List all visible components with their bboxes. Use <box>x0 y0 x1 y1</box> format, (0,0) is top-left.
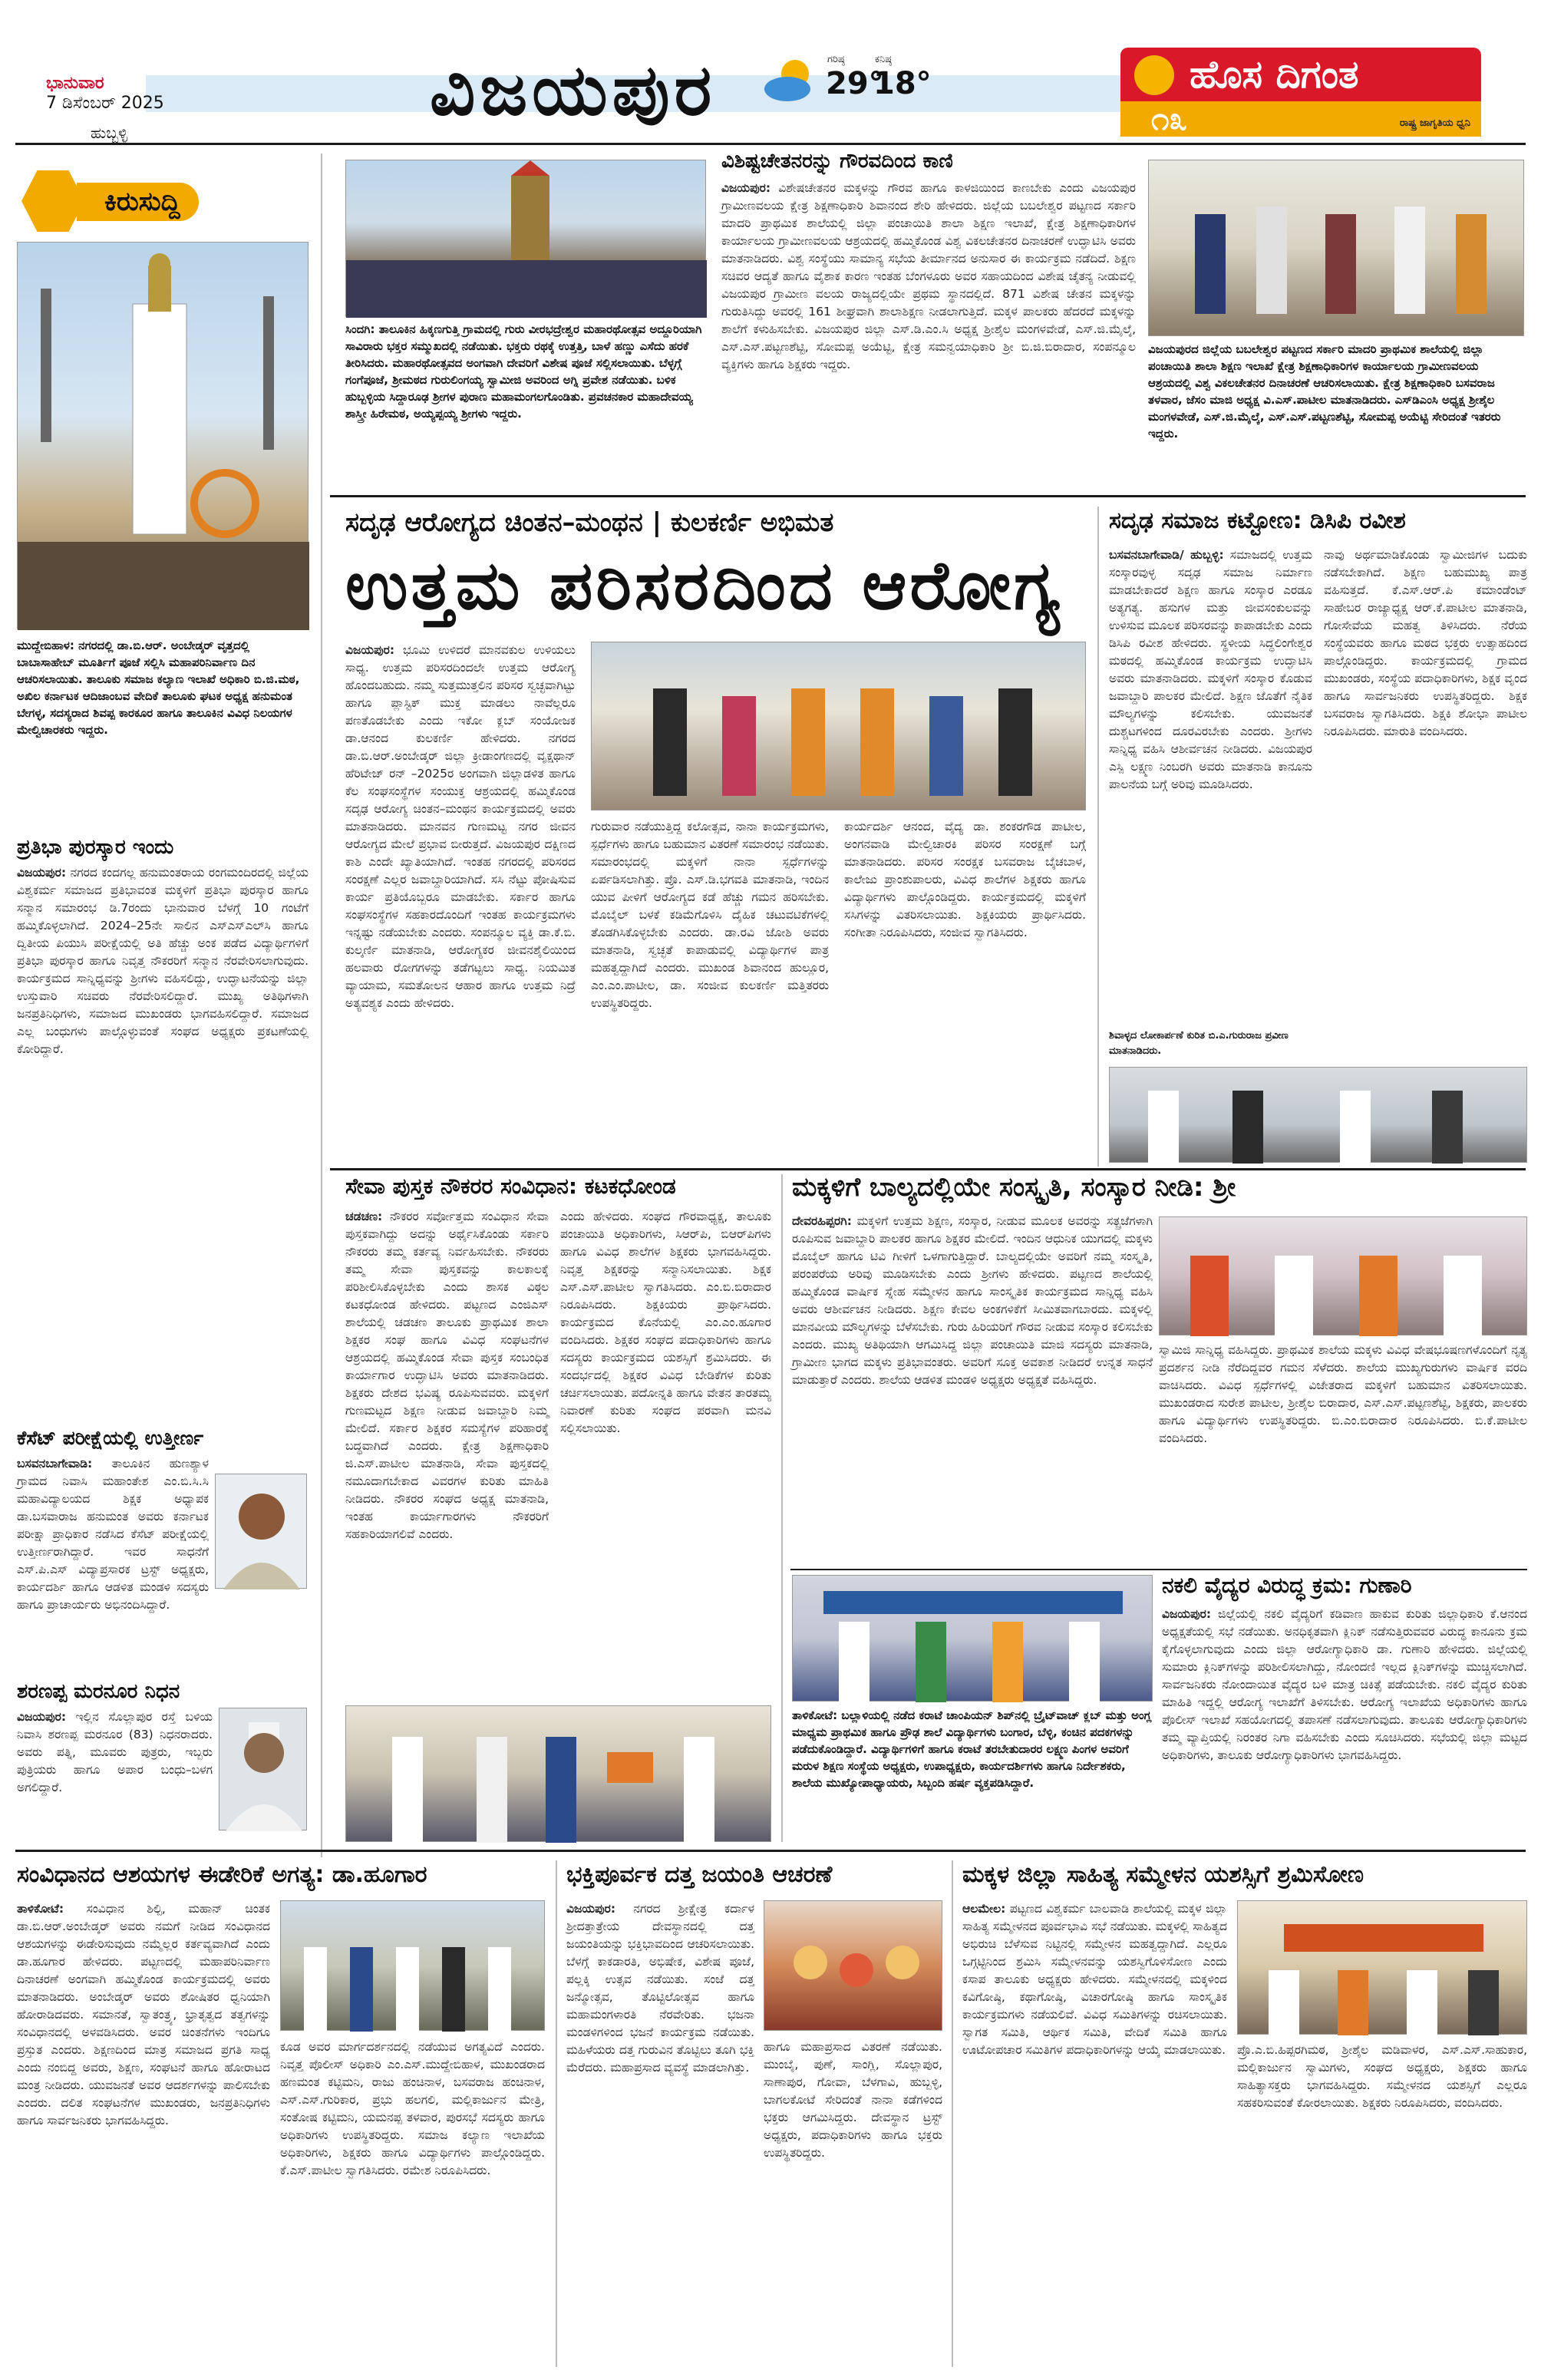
samvidhana-body-1-text: ಸಂವಿಧಾನ ಶಿಲ್ಪಿ, ಮಹಾನ್ ಚಿಂತಕ ಡಾ.ಬಿ.ಆರ್.ಅಂಬೇಡ್ಕರ್ ಅವರು ನಮಗೆ ನೀಡಿದ ಸಂವಿಧಾನದ ಆಶಯಗಳನ್ನು ಈಡೇರಿಸುವುದು ನಮ್ಮೆಲ್ಲರ ಕರ್ತವ್ಯವಾಗಿದೆ ಎಂದು ಡಾ.ಹೂಗಾರ ಹೇಳಿದರು. ಪಟ್ಟಣದಲ್ಲಿ ಮಹಾಪರಿನಿರ್ವಾಣ ದಿನಾಚರಣೆ ಅಂಗವಾಗಿ ಹಮ್ಮಿಕೊಂಡ ಕಾರ್ಯಕ್ರಮದಲ್ಲಿ ಅವರು ಮಾತನಾಡಿದರು. ಅಂಬೇಡ್ಕರ್ ಅವರು ಶೋಷಿತರ ಧ್ವನಿಯಾಗಿ ಹೋರಾಡಿದವರು. ಸಮಾನತೆ, ಸ್ವಾತಂತ್ರ್ಯ, ಭ್ರಾತೃತ್ವದ ತತ್ವಗಳನ್ನು ಸಂವಿಧಾನದಲ್ಲಿ ಅಳವಡಿಸಿದರು. ಅವರ ಚಿಂತನೆಗಳು ಇಂದಿಗೂ ಪ್ರಸ್ತುತ ಎಂದರು. ಶಿಕ್ಷಣದಿಂದ ಮಾತ್ರ ಸಮಾಜದ ಪ್ರಗತಿ ಸಾಧ್ಯ ಎಂದು ನಂಬಿದ್ದ ಅವರು, ಶಿಕ್ಷಣ, ಸಂಘಟನೆ ಹಾಗೂ ಹೋರಾಟದ ಮಂತ್ರ ನೀಡಿದರು. ಯುವಜನತೆ ಅವರ ಆದರ್ಶಗಳನ್ನು ಪಾಲಿಸಬೇಕು ಎಂದರು. ದಲಿತ ಸಂಘಟನೆಗಳ ಮುಖಂಡರು, ಜನಪ್ರತಿನಿಧಿಗಳು ಹಾಗೂ ಸಾರ್ವಜನಿಕರು ಭಾಗವಹಿಸಿದ್ದರು. <box>17 1902 270 2127</box>
sahitya-dateline: ಆಲಮೇಲ: <box>962 1902 1006 1916</box>
city-title: ವಿಜಯಪುರ <box>430 49 717 131</box>
samskara-body-2: ಸ್ವಾಮಿಜಿ ಸಾನ್ನಿಧ್ಯ ವಹಿಸಿದ್ದರು. ಪ್ರಾಥಮಿಕ ಶಾಲೆಯ ಮಕ್ಕಳು ವಿವಿಧ ವೇಷಭೂಷಣಗಳೊಂದಿಗೆ ನೃತ್ಯ ಪ್ರದರ್ಶನ ನೀಡಿ ನೆರೆದಿದ್ದವರ ಗಮನ ಸೆಳೆದರು. ಶಾಲೆಯ ಮುಖ್ಯಗುರುಗಳು ವಾರ್ಷಿಕ ವರದಿ ವಾಚಿಸಿದರು. ವಿವಿಧ ಸ್ಪರ್ಧೆಗಳಲ್ಲಿ ವಿಜೇತರಾದ ಮಕ್ಕಳಿಗೆ ಬಹುಮಾನ ವಿತರಿಸಲಾಯಿತು. ಮುಖಂಡರಾದ ಸುರೇಶ ಪಾಟೀಲ, ಶ್ರೀಶೈಲ ಬಿರಾದಾರ, ಎಸ್.ಎಸ್.ಪಟ್ಟಣಶೆಟ್ಟಿ, ಶಿಕ್ಷಕರು, ಪಾಲಕರು ಹಾಗೂ ವಿದ್ಯಾರ್ಥಿಗಳು ಉಪಸ್ಥಿತರಿದ್ದರು. ಬಿ.ಎಂ.ಬಿರಾದಾರ ನಿರೂಪಿಸಿದರು. ಬಿ.ಕೆ.ಪಾಟೀಲ ವಂದಿಸಿದರು. <box>1159 1343 1527 1445</box>
sadrudha-body-2: ನಾವು ಅರ್ಥಮಾಡಿಕೊಂಡು ಸ್ವಾಮೀಜಿಗಳ ಬದುಕು ನಡೆಸಬೇಕಾಗಿದೆ. ಶಿಕ್ಷಣ ಬಹುಮುಖ್ಯ ಪಾತ್ರ ವಹಿಸುತ್ತದೆ. ಕೆ.ಎಸ್.ಆರ್.ಪಿ ಕಮಾಂಡೆಂಟ್ ಸಾಹೇಬರ ರಾಜ್ಯಾಧ್ಯಕ್ಷ ಆರ್.ಕೆ.ಪಾಟೀಲ ಮಾತನಾಡಿ, ಗೋಸೇವೆಯ ಮಹತ್ವ ತಿಳಿಸಿದರು. ನೆರೆಯ ಸಂಸ್ಥೆಯವರು ಹಾಗೂ ಮಠದ ಭಕ್ತರು ಉತ್ಸಾಹದಿಂದ ಪಾಲ್ಗೊಂಡಿದ್ದರು. ಕಾರ್ಯಕ್ರಮದಲ್ಲಿ ಗ್ರಾಮದ ಮುಖಂಡರು, ಸಂಸ್ಥೆಯ ಪದಾಧಿಕಾರಿಗಳು, ಶಿಕ್ಷಕ ವೃಂದ ಹಾಗೂ ಸಾರ್ವಜನಿಕರು ಉಪಸ್ಥಿತರಿದ್ದರು. ಶಿಕ್ಷಕ ಬಸವರಾಜ ಸ್ವಾಗತಿಸಿದರು. ಶಿಕ್ಷಕಿ ಶೋಭಾ ಪಾಟೀಲ ನಿರೂಪಿಸಿದರು. ಮಾರುತಿ ವಂದಿಸಿದರು. <box>1324 548 1527 738</box>
disability-day-photo <box>1148 160 1524 336</box>
samskara-dateline: ದೇವರಹಿಪ್ಪರಗಿ: <box>792 1214 852 1228</box>
max-temp: 29° <box>826 66 884 101</box>
sadrudha-story-title: ಸದೃಢ ಸಮಾಜ ಕಟ್ಟೋಣ: ಡಿಸಿಪಿ ರವೀಶ <box>1109 507 1406 534</box>
vishishta-story-title: ವಿಶಿಷ್ಟಚೇತನರನ್ನು ಗೌರವದಿಂದ ಕಾಣಿ <box>721 150 953 173</box>
vishishta-story-body <box>721 180 1136 483</box>
fake-doctor-story-body <box>1162 1606 1527 1840</box>
kset-story-body-1 <box>17 1455 209 1612</box>
kset-body-text: ತಾಲೂಕಿನ ಹುಣಶ್ಯಾಳ ಗ್ರಾಮದ ನಿವಾಸಿ ಮಹಾಂತೇಶ ಎಂ.ಬಿ.ಸಿ.ಸಿ ಮಹಾವಿದ್ಯಾಲಯದ ಶಿಕ್ಷಕ ಅಧ್ಯಾಪಕ ಡಾ.ಬಸವಾರಾಜ ಹನುಮಂತ ಅವರು ಕರ್ನಾಟಕ ಪರೀಕ್ಷಾ ಪ್ರಾಧಿಕಾರ ನಡೆಸಿದ ಕೆಸೆಟ್ ಪರೀಕ್ಷೆಯಲ್ಲಿ ಉತ್ತೀರ್ಣರಾಗಿದ್ದಾರೆ. ಇವರ ಸಾಧನೆಗೆ ಎಸ್.ಪಿ.ಎಸ್ ವಿದ್ಯಾಪ್ರಸಾರಕ ಟ್ರಸ್ಟ್ ಅಧ್ಯಕ್ಷರು, ಕಾರ್ಯದರ್ಶಿ ಹಾಗೂ ಆಡಳಿತ ಮಂಡಳಿ ಸದಸ್ಯರು ಹಾಗೂ ಪ್ರಾಚಾರ್ಯರು ಅಭಿನಂದಿಸಿದ್ದಾರೆ. <box>17 1457 209 1612</box>
date-box <box>46 74 164 143</box>
ambedkar-photo-caption: ಮುದ್ದೇಬಿಹಾಳ: ನಗರದಲ್ಲಿ ಡಾ.ಬಿ.ಆರ್. ಅಂಬೇಡ್ಕರ್ ವೃತ್ತದಲ್ಲಿ ಬಾಬಾಸಾಹೇಬ್ ಮೂರ್ತಿಗೆ ಪೂಜೆ ಸಲ್ಲಿಸಿ ಮಹಾಪರಿನಿರ್ವಾಣ ದಿನ ಆಚರಿಸಲಾಯಿತು. ತಾಲೂಕು ಸಮಾಜ ಕಲ್ಯಾಣ ಇಲಾಖೆ ಅಧಿಕಾರಿ ಬಿ.ಜಿ.ಮಠ, ಅಖಿಲ ಕರ್ನಾಟಕ ಆದಿಜಾಂಬವ ವೇದಿಕೆ ತಾಲೂಕು ಘಟಕ ಅಧ್ಯಕ್ಷ ಹನುಮಂತ ಬೇಗಳ್ಳ, ಸದಸ್ಯರಾದ ಶಿವಪ್ಪ ಕಾರಕೂರ ಹಾಗೂ ತಾಲೂಕಿನ ವಿವಿಧ ನಿಲಯಗಳ ಮೇಲ್ವಿಚಾರಕರು ಇದ್ದರು. <box>17 639 300 737</box>
paper-logo <box>1120 48 1481 140</box>
lead-kicker: ಸದೃಢ ಆರೋಗ್ಯದ ಚಿಂತನ–ಮಂಥನ | ಕುಲಕರ್ಣಿ ಅಭಿಮತ <box>345 507 834 538</box>
datta-body-1-text: ನಗರದ ಶ್ರೀಕ್ಷೇತ್ರ ಕರ್ದಾಳ ಶ್ರೀದತ್ತಾತ್ರೇಯ ದೇವಸ್ಥಾನದಲ್ಲಿ ದತ್ತ ಜಯಂತಿಯನ್ನು ಭಕ್ತಿಭಾವದಿಂದ ಆಚರಿಸಲಾಯಿತು. ಬೆಳಗ್ಗೆ ಕಾಕಡಾರತಿ, ಅಭಿಷೇಕ, ವಿಶೇಷ ಪೂಜೆ, ಪಲ್ಲಕ್ಕಿ ಉತ್ಸವ ನಡೆಯಿತು. ಸಂಜೆ ದತ್ತ ಜನ್ಮೋತ್ಸವ, ತೊಟ್ಟಿಲೋತ್ಸವ ಹಾಗೂ ಮಹಾಮಂಗಳಾರತಿ ನೆರವೇರಿತು. ಭಜನಾ ಮಂಡಳಿಗಳಿಂದ ಭಜನೆ ಕಾರ್ಯಕ್ರಮ ನಡೆಯಿತು. ಮಹಿಳೆಯರು ದತ್ತ ಗುರುವಿನ ತೊಟ್ಟಿಲು ತೂಗಿ ಭಕ್ತಿ ಮೆರೆದರು. ಮಹಾಪ್ರಸಾದ ವ್ಯವಸ್ಥೆ ಮಾಡಲಾಗಿತ್ತು. <box>566 1902 754 2075</box>
masthead <box>0 0 1541 146</box>
vishishta-body-text: ವಿಶೇಷಚೇತನರ ಮಕ್ಕಳನ್ನು ಗೌರವ ಹಾಗೂ ಕಾಳಜಿಯಿಂದ ಕಾಣಬೇಕು ಎಂದು ವಿಜಯಪುರ ಗ್ರಾಮೀಣವಲಯ ಕ್ಷೇತ್ರ ಶಿಕ್ಷಣಾಧಿಕಾರಿ ಶಿವಾನಂದ ಶೇರಿ ಹೇಳಿದರು. ಜಿಲ್ಲೆಯ ಬಬಲೇಶ್ವರ ಪಟ್ಟಣದ ಸರ್ಕಾರಿ ಮಾದರಿ ಪ್ರಾಥಮಿಕ ಶಾಲೆಯಲ್ಲಿ ಜಿಲ್ಲಾ ಪಂಚಾಯಿತಿ ಶಾಲಾ ಶಿಕ್ಷಣ ಇಲಾಖೆ, ಕ್ಷೇತ್ರ ಶಿಕ್ಷಣಾಧಿಕಾರಿಗಳ ಕಾರ್ಯಾಲಯ ಗ್ರಾಮೀಣವಲಯ ಆಶ್ರಯದಲ್ಲಿ ಹಮ್ಮಿಕೊಂಡ ವಿಶ್ವ ವಿಕಲಚೇತನರ ದಿನಾಚರಣೆ ಉದ್ಘಾಟಿಸಿ ಅವರು ಮಾತನಾಡಿದರು. ವಿಶ್ವ ಸಂಸ್ಥೆಯು ಸಾಮಾನ್ಯ ಸಭೆಯ ತೀರ್ಮಾನದ ಅನುಸಾರ ಈ ಕಾರ್ಯಕ್ರಮ ನಡೆದಿದೆ. ಶಿಕ್ಷಣ ಸಚಿವರ ಆದ್ಯತೆ ಹಾಗೂ ವೈಶಾಕ ಕಾರಣ ಇಂತಹ ಬೆಂಗಳೂರು ಅವರ ಸಹಾಯದಿಂದ ವಿಶೇಷ ಚೈತನ್ಯ ನೀಡುವಲ್ಲಿ ವಿಜಯಪುರ ಗ್ರಾಮೀಣ ವಲಯ ರಾಜ್ಯದಲ್ಲಿಯೇ ಪ್ರಥಮ ಸ್ಥಾನದಲ್ಲಿದೆ. 871 ವಿಶೇಷ ಚೇತನ ಮಕ್ಕಳನ್ನು ಗುರುತಿಸಿದ್ದು ಅವರಲ್ಲಿ 161 ಶೀಘ್ರವಾಗಿ ಶಾಲಾಶಿಕ್ಷಣ ನೀಡಲಾಗುತ್ತಿದೆ. ಮಕ್ಕಳ ಪಾಲಕರು ಹೆದರದೆ ಮಕ್ಕಳನ್ನು ಶಾಲೆಗೆ ಕಳುಹಿಸಬೇಕು. ವಿಜಯಪುರ ಜಿಲ್ಲಾ ಎಸ್.ಡಿ.ಎಂ.ಸಿ ಅಧ್ಯಕ್ಷ ಶ್ರೀಶೈಲ ಮಂಗಳವೇಡೆ, ಎಸ್.ಜಿ.ಮೈಲ್ಕೆ, ಎಸ್.ಎಸ್.ಪಟ್ಟಣಶೆಟ್ಟಿ, ಸೋಮಪ್ಪ ಅಯೆಟ್ಟಿ, ಕ್ಷೇತ್ರ ಸಮನ್ವಯಾಧಿಕಾರಿ ಶ್ರೀ ಬಿ.ಜಿ.ಬಿರಾದಾರ, ಸಂಪನ್ಮೂಲ ವ್ಯಕ್ತಿಗಳು ಹಾಗೂ ಶಿಕ್ಷಕರು ಇದ್ದರು. <box>721 181 1136 371</box>
samskara-story-title: ಮಕ್ಕಳಿಗೆ ಬಾಲ್ಯದಲ್ಲಿಯೇ ಸಂಸ್ಕೃತಿ, ಸಂಸ್ಕಾರ ನೀಡಿ: ಶ್ರೀ <box>792 1172 1236 1203</box>
kset-dateline: ಬಸವನಬಾಗೇವಾಡಿ: <box>17 1457 93 1471</box>
lead-body-left-text: ಭೂಮಿ ಉಳಿದರೆ ಮಾನವಕುಲ ಉಳಿಯಲು ಸಾಧ್ಯ. ಉತ್ತಮ ಪರಿಸರದಿಂದಲೇ ಉತ್ತಮ ಆರೋಗ್ಯ ಹೊಂದಬಹುದು. ನಮ್ಮ ಸುತ್ತಮುತ್ತಲಿನ ಪರಿಸರ ಸ್ವಚ್ಛವಾಗಿಟ್ಟು ಹಾಗೂ ಪ್ಲಾಸ್ಟಿಕ್ ಮುಕ್ತ ಮಾಡಲು ನಾವೆಲ್ಲರೂ ಪಣತೊಡಬೇಕು ಎಂದು ಇಕೋ ಕ್ಲಬ್ ಸಂಯೋಜಕ ಡಾ.ಆನಂದ ಕುಲಕರ್ಣಿ ಹೇಳಿದರು. ನಗರದ ಡಾ.ಬಿ.ಆರ್.ಅಂಬೇಡ್ಕರ್ ಜಿಲ್ಲಾ ಕ್ರೀಡಾಂಗಣದಲ್ಲಿ ವೃಕ್ಷಥಾನ್ ಹೆರಿಟೇಜ್ ರನ್ –2025ರ ಅಂಗವಾಗಿ ಜಿಲ್ಲಾಡಳಿತ ಹಾಗೂ ಕೆಲ ಸಂಘಸಂಸ್ಥೆಗಳ ಸಂಯುಕ್ತ ಆಶ್ರಯದಲ್ಲಿ ಹಮ್ಮಿಕೊಂಡ ಸದೃಢ ಆರೋಗ್ಯ ಚಿಂತನ–ಮಂಥನ ಕಾರ್ಯಕ್ರಮದಲ್ಲಿ ಅವರು ಮಾತನಾಡಿದರು. ಮಾನವನ ಗುಣಮಟ್ಟ ನಗರ ಜೀವನ ಆರೋಗ್ಯದ ಮೇಲೆ ಪ್ರಭಾವ ಬೀರುತ್ತದೆ. ವಿಜಯಪುರ ದಕ್ಷಿಣದ ಕಾಶಿ ಎಂದೇ ಖ್ಯಾತಿಯಾಗಿದೆ. ಇಂತಹ ನಗರದಲ್ಲಿ ಪರಿಸರದ ಸಂರಕ್ಷಣೆ ಎಲ್ಲರ ಜವಾಬ್ದಾರಿಯಾಗಿದೆ. ಸಸಿ ನೆಟ್ಟು ಪೋಷಿಸುವ ಕಾರ್ಯ ಪ್ರತಿಯೊಬ್ಬರೂ ಮಾಡಬೇಕು. ಸರ್ಕಾರ ಹಾಗೂ ಸಂಘಸಂಸ್ಥೆಗಳ ಸಹಕಾರದೊಂದಿಗೆ ಇಂತಹ ಕಾರ್ಯಕ್ರಮಗಳು ಇನ್ನಷ್ಟು ನಡೆಯಬೇಕು ಎಂದರು. ಸಂಪನ್ಮೂಲ ವ್ಯಕ್ತಿ ಡಾ.ಕೆ.ಬಿ. ಕುಲ್ಕರ್ಣಿ ಮಾತನಾಡಿ, ಆರೋಗ್ಯಕರ ಜೀವನಶೈಲಿಯಿಂದ ಹಲವಾರು ರೋಗಗಳನ್ನು ತಡೆಗಟ್ಟಲು ಸಾಧ್ಯ. ನಿಯಮಿತ ವ್ಯಾಯಾಮ, ಸಮತೋಲನ ಆಹಾರ ಹಾಗೂ ಉತ್ತಮ ನಿದ್ರೆ ಅತ್ಯವಶ್ಯಕ ಎಂದು ಹೇಳಿದರು. <box>345 643 576 1010</box>
samvidhana-dateline: ತಾಳಿಕೋಟೆ: <box>17 1902 64 1916</box>
seva-body-1 <box>345 1208 549 1699</box>
sadrudha-photo <box>1109 1067 1527 1163</box>
datta-photo <box>764 1900 942 2031</box>
bottom-divider-1 <box>556 1860 557 2367</box>
lead-right-divider <box>1097 507 1099 1167</box>
page-number: ೧೩ <box>1151 100 1188 137</box>
samvidhana-body-1 <box>17 1900 270 2361</box>
eco-club-photo <box>591 642 1086 810</box>
samskara-photo <box>1159 1216 1527 1335</box>
sahitya-story-title: ಮಕ್ಕಳ ಜಿಲ್ಲಾ ಸಾಹಿತ್ಯ ಸಮ್ಮೇಳನ ಯಶಸ್ಸಿಗೆ ಶ್ರಮಿಸೋಣ <box>962 1861 1364 1888</box>
samvidhana-body-2: ಕೂಡ ಅವರ ಮಾರ್ಗದರ್ಶನದಲ್ಲಿ ನಡೆಯುವ ಅಗತ್ಯವಿದೆ ಎಂದರು. ನಿವೃತ್ತ ಪೊಲೀಸ್ ಅಧಿಕಾರಿ ಎಂ.ಎಸ್.ಮುದ್ದೇಬಿಹಾಳ, ಮುಖಂಡರಾದ ಹಣಮಂತ ಕಟ್ಟಿಮನಿ, ರಾಜು ಹಂಚಿನಾಳ, ಬಸವರಾಜ ಹಂಚಿನಾಳ, ಎಸ್.ಎಸ್.ಗುರಿಕಾರ, ಪ್ರಭು ಹಲಗಲಿ, ಮಲ್ಲಿಕಾರ್ಜುನ ಮೇತ್ರಿ, ಸಂತೋಷ ಕಟ್ಟಿಮನಿ, ಯಮನಪ್ಪ ತಳವಾರ, ಪುರಸಭೆ ಸದಸ್ಯರು ಹಾಗೂ ಅಧಿಕಾರಿಗಳು ಉಪಸ್ಥಿತರಿದ್ದರು. ಸಮಾಜ ಕಲ್ಯಾಣ ಇಲಾಖೆಯ ಅಧಿಕಾರಿಗಳು, ಶಿಕ್ಷಕರು ಹಾಗೂ ವಿದ್ಯಾರ್ಥಿಗಳು ಪಾಲ್ಗೊಂಡಿದ್ದರು. ಕೆ.ಎಸ್.ಪಾಟೀಲ ಸ್ವಾಗತಿಸಿದರು. ರಮೇಶ ನಿರೂಪಿಸಿದರು. <box>280 2040 545 2177</box>
edition-name: ಹುಬ್ಬಳ್ಳಿ <box>91 124 128 142</box>
lead-headline: ಉತ್ತಮ ಪರಿಸರದಿಂದ ಆರೋಗ್ಯ <box>345 546 1063 625</box>
emblem-icon <box>1134 55 1174 95</box>
lead-body-left <box>345 642 576 1156</box>
paper-tagline: ರಾಷ್ಟ್ರ ಜಾಗೃತಿಯ ಧ್ವನಿ <box>1399 117 1470 129</box>
weather-icon <box>760 54 821 107</box>
obituary-title: ಶರಣಪ್ಪ ಮರನೂರ ನಿಧನ <box>17 1680 180 1703</box>
mid-row-rule <box>330 1168 1526 1170</box>
kirusuddi-label: ಕಿರುಸುದ್ದಿ <box>15 170 315 232</box>
samskara-body-1-text: ಮಕ್ಕಳಿಗೆ ಉತ್ತಮ ಶಿಕ್ಷಣ, ಸಂಸ್ಕಾರ, ನೀಡುವ ಮೂಲಕ ಅವರನ್ನು ಸತ್ಪ್ರಜೆಗಳಾಗಿ ರೂಪಿಸುವ ಜವಾಬ್ದಾರಿ ಪಾಲಕರ ಹಾಗೂ ಶಿಕ್ಷಕರ ಮೇಲಿದೆ. ಇಂದಿನ ಆಧುನಿಕ ಯುಗದಲ್ಲಿ ಮಕ್ಕಳು ಮೊಬೈಲ್ ಹಾಗೂ ಟಿವಿ ಗೀಳಿಗೆ ಒಳಗಾಗುತ್ತಿದ್ದಾರೆ. ಬಾಲ್ಯದಲ್ಲಿಯೇ ಅವರಿಗೆ ನಮ್ಮ ಸಂಸ್ಕೃತಿ, ಪರಂಪರೆಯ ಅರಿವು ಮೂಡಿಸಬೇಕು ಎಂದು ಶ್ರೀಗಳು ಹೇಳಿದರು. ಪಟ್ಟಣದ ಶಾಲೆಯಲ್ಲಿ ಹಮ್ಮಿಕೊಂಡ ವಾರ್ಷಿಕ ಸ್ನೇಹ ಸಮ್ಮೇಳನ ಹಾಗೂ ಸಾಂಸ್ಕೃತಿಕ ಕಾರ್ಯಕ್ರಮದ ಸಾನ್ನಿಧ್ಯ ವಹಿಸಿ ಅವರು ಆಶೀರ್ವಚನ ನೀಡಿದರು. ಶಿಕ್ಷಣ ಕೇವಲ ಅಂಕಗಳಿಕೆಗೆ ಸೀಮಿತವಾಗಬಾರದು. ಮಕ್ಕಳಲ್ಲಿ ಮಾನವೀಯ ಮೌಲ್ಯಗಳನ್ನು ಬೆಳೆಸಬೇಕು. ಗುರು ಹಿರಿಯರಿಗೆ ಗೌರವ ನೀಡುವ ಸಂಸ್ಕಾರ ಕಲಿಸಬೇಕು ಎಂದರು. ಮುಖ್ಯ ಅತಿಥಿಯಾಗಿ ಆಗಮಿಸಿದ್ದ ಜಿಲ್ಲಾ ಪಂಚಾಯಿತಿ ಮಾಜಿ ಸದಸ್ಯರು ಮಾತನಾಡಿ, ಗ್ರಾಮೀಣ ಭಾಗದ ಮಕ್ಕಳು ಪ್ರತಿಭಾವಂತರು. ಅವರಿಗೆ ಸೂಕ್ತ ಅವಕಾಶ ನೀಡಿದರೆ ಉನ್ನತ ಸಾಧನೆ ಮಾಡುತ್ತಾರೆ ಎಂದರು. ಶಾಲೆಯ ಆಡಳಿತ ಮಂಡಳಿ ಅಧ್ಯಕ್ಷರು ಅಧ್ಯಕ್ಷತೆ ವಹಿಸಿದ್ದರು. <box>792 1214 1153 1387</box>
hand-icon <box>21 170 84 232</box>
bottom-row-rule <box>15 1850 1526 1852</box>
fake-doctor-body-text: ಜಿಲ್ಲೆಯಲ್ಲಿ ನಕಲಿ ವೈದ್ಯರಿಗೆ ಕಡಿವಾಣ ಹಾಕುವ ಕುರಿತು ಜಿಲ್ಲಾಧಿಕಾರಿ ಕೆ.ಆನಂದ ಅಧ್ಯಕ್ಷತೆಯಲ್ಲಿ ಸಭೆ ನಡೆಯಿತು. ಅನಧಿಕೃತವಾಗಿ ಕ್ಲಿನಿಕ್ ನಡೆಸುತ್ತಿರುವವರ ವಿರುದ್ಧ ಕಾನೂನು ಕ್ರಮ ಕೈಗೊಳ್ಳಲಾಗುವುದು ಎಂದು ಜಿಲ್ಲಾ ಆರೋಗ್ಯಾಧಿಕಾರಿ ಡಾ. ಗುಣಾರಿ ಹೇಳಿದರು. ಜಿಲ್ಲೆಯಲ್ಲಿ ಸುಮಾರು ಕ್ಲಿನಿಕ್‌ಗಳನ್ನು ಪರಿಶೀಲಿಸಲಾಗಿದ್ದು, ನೋಂದಣಿ ಇಲ್ಲದ ಕ್ಲಿನಿಕ್‌ಗಳನ್ನು ಮುಚ್ಚಿಸಲಾಗಿದೆ. ಸಾರ್ವಜನಿಕರು ನೋಂದಾಯಿತ ವೈದ್ಯರ ಬಳಿ ಮಾತ್ರ ಚಿಕಿತ್ಸೆ ಪಡೆಯಬೇಕು. ನಕಲಿ ವೈದ್ಯರ ಕುರಿತು ಮಾಹಿತಿ ಇದ್ದಲ್ಲಿ ಆರೋಗ್ಯ ಇಲಾಖೆಗೆ ತಿಳಿಸಬೇಕು. ಆರೋಗ್ಯ ಇಲಾಖೆಯ ಅಧಿಕಾರಿಗಳು ಹಾಗೂ ಪೊಲೀಸ್ ಇಲಾಖೆ ಸಹಯೋಗದಲ್ಲಿ ತಪಾಸಣೆ ನಡೆಸಲಾಗುವುದು. ತಾಲೂಕು ಆರೋಗ್ಯಾಧಿಕಾರಿಗಳು ತಮ್ಮ ವ್ಯಾಪ್ತಿಯಲ್ಲಿ ನಿರಂತರ ನಿಗಾ ವಹಿಸಬೇಕು ಎಂದು ಸೂಚಿಸಿದರು. ಸಭೆಯಲ್ಲಿ ಜಿಲ್ಲಾ ಮಟ್ಟದ ಅಧಿಕಾರಿಗಳು, ತಾಲೂಕು ಆರೋಗ್ಯಾಧಿಕಾರಿಗಳು ಭಾಗವಹಿಸಿದ್ದರು. <box>1162 1607 1527 1762</box>
ambedkar-statue-photo <box>17 242 309 629</box>
issue-day: ಭಾನುವಾರ <box>46 74 104 93</box>
obituary-dateline: ವಿಜಯಪುರ: <box>17 1710 67 1724</box>
disability-photo-caption: ವಿಜಯಪುರದ ಜಿಲ್ಲೆಯ ಬಬಲೇಶ್ವರ ಪಟ್ಟಣದ ಸರ್ಕಾರಿ ಮಾದರಿ ಪ್ರಾಥಮಿಕ ಶಾಲೆಯಲ್ಲಿ ಜಿಲ್ಲಾ ಪಂಚಾಯಿತಿ ಶಾಲಾ ಶಿಕ್ಷಣ ಇಲಾಖೆ ಕ್ಷೇತ್ರ ಶಿಕ್ಷಣಾಧಿಕಾರಿಗಳ ಕಾರ್ಯಾಲಯ ಗ್ರಾಮೀಣವಲಯ ಆಶ್ರಯದಲ್ಲಿ ವಿಶ್ವ ವಿಕಲಚೇತನರ ದಿನಾಚರಣೆ ಆಚರಿಸಲಾಯಿತು. ಕ್ಷೇತ್ರ ಶಿಕ್ಷಣಾಧಿಕಾರಿ ಬಸವರಾಜ ತಳವಾರ, ಜೆಸಂ ಮಾಜಿ ಅಧ್ಯಕ್ಷ ವಿ.ಎಸ್.ಪಾಟೀಲ ಮಾತನಾಡಿದರು. ಎಸ್‌ಡಿಎಂಸಿ ಅಧ್ಯಕ್ಷ ಶ್ರೀಶೈಲ ಮಂಗಳವೇಡೆ, ಎಸ್.ಜಿ.ಮೈಲ್ಕೆ, ಎಸ್.ಎಸ್.ಪಟ್ಟಣಶೆಟ್ಟಿ, ಸೋಮಪ್ಪ ಅಯೆಟ್ಟಿ ಸೇರಿದಂತೆ ಇತರರು ಇದ್ದರು. <box>1148 342 1501 441</box>
pratibha-story-title: ಪ್ರತಿಭಾ ಪುರಸ್ಕಾರ ಇಂದು <box>17 836 174 859</box>
paper-name: ಹೊಸ ದಿಗಂತ <box>1190 52 1359 97</box>
min-temp: 18° <box>873 66 932 101</box>
kset-portrait <box>215 1474 307 1589</box>
masthead-rule <box>15 143 1526 145</box>
sahitya-body-1 <box>962 1900 1227 2361</box>
sahitya-photo <box>1237 1900 1527 2035</box>
sahitya-body-2: ಪ್ರೊ.ಎ.ಬಿ.ಹಿಪ್ಪರಗಿಮಠ, ಶ್ರೀಶೈಲ ಮಡಿವಾಳರ, ಎಸ್.ಎಸ್.ಸಾಹುಕಾರ, ಮಲ್ಲಿಕಾರ್ಜುನ ಸ್ವಾಮಿಗಳು, ಸಂಘದ ಅಧ್ಯಕ್ಷರು, ಶಿಕ್ಷಕರು ಹಾಗೂ ಸಾಹಿತ್ಯಾಸಕ್ತರು ಭಾಗವಹಿಸಿದ್ದರು. ಸಮ್ಮೇಳನದ ಯಶಸ್ಸಿಗೆ ಎಲ್ಲರೂ ಸಹಕರಿಸುವಂತೆ ಕೋರಲಾಯಿತು. ಶಿಕ್ಷಕರು ನಿರೂಪಿಸಿದರು, ವಂದಿಸಿದರು. <box>1237 2043 1527 2110</box>
max-temp-label: ಗರಿಷ್ಠ <box>827 54 845 65</box>
samvidhana-photo <box>280 1900 545 2031</box>
obituary-portrait <box>219 1708 307 1830</box>
datta-dateline: ವಿಜಯಪುರ: <box>566 1902 616 1916</box>
sadrudha-body-1 <box>1109 546 1312 1022</box>
samvidhana-story-title: ಸಂವಿಧಾನದ ಆಶಯಗಳ ಈಡೇರಿಕೆ ಅಗತ್ಯ: ಡಾ.ಹೂಗಾರ <box>17 1861 427 1888</box>
lead-body-middle: ಗುರುವಾರ ನಡೆಯುತ್ತಿದ್ದ ಕಲೋತ್ಸವ, ನಾನಾ ಕಾರ್ಯಕ್ರಮಗಳು, ಸ್ಪರ್ಧೆಗಳು ಹಾಗೂ ಬಹುಮಾನ ವಿತರಣೆ ಸಮಾರಂಭ ನಡೆಯಿತು. ಸಮಾರಂಭದಲ್ಲಿ ಮಕ್ಕಳಿಗೆ ನಾನಾ ಸ್ಪರ್ಧೆಗಳನ್ನು ಏರ್ಪಡಿಸಲಾಗಿತ್ತು. ಪ್ರೊ. ಎಸ್.ಡಿ.ಭಗವತಿ ಮಾತನಾಡಿ, ಇಂದಿನ ಯುವ ಪೀಳಿಗೆ ಆರೋಗ್ಯದ ಕಡೆ ಹೆಚ್ಚು ಗಮನ ಹರಿಸಬೇಕು. ಮೊಬೈಲ್ ಬಳಕೆ ಕಡಿಮೆಗೊಳಿಸಿ ದೈಹಿಕ ಚಟುವಟಿಕೆಗಳಲ್ಲಿ ತೊಡಗಿಸಿಕೊಳ್ಳಬೇಕು ಎಂದರು. ಡಾ.ರವಿ ಜೋಶಿ ಅವರು ಮಾತನಾಡಿ, ಸ್ವಚ್ಛತೆ ಕಾಪಾಡುವಲ್ಲಿ ವಿದ್ಯಾರ್ಥಿಗಳ ಪಾತ್ರ ಮಹತ್ವದ್ದಾಗಿದೆ ಎಂದರು. ಮುಖಂಡ ಶಿವಾನಂದ ಹುಲ್ಲೂರ, ಎಂ.ಎಂ.ಪಾಟೀಲ, ಡಾ. ಸಂಜೀವ ಕುಲಕರ್ಣಿ ಮತ್ತಿತರರು ಉಪಸ್ಥಿತರಿದ್ದರು. <box>591 820 829 1010</box>
datta-story-title: ಭಕ್ತಿಪೂರ್ವಕ ದತ್ತ ಜಯಂತಿ ಆಚರಣೆ <box>566 1861 833 1888</box>
obituary-body-text: ಇಲ್ಲಿನ ಸೊಲ್ಲಾಪುರ ರಸ್ತೆ ಬಳಿಯ ನಿವಾಸಿ ಶರಣಪ್ಪ ಮರನೂರ (83) ನಿಧನರಾದರು. ಅವರು ಪತ್ನಿ, ಮೂವರು ಪುತ್ರರು, ಇಬ್ಬರು ಪುತ್ರಿಯರು ಹಾಗೂ ಅಪಾರ ಬಂಧು–ಬಳಗ ಅಗಲಿದ್ದಾರೆ. <box>17 1710 213 1794</box>
vishishta-dateline: ವಿಜಯಪುರ: <box>721 181 771 195</box>
weather-box <box>760 54 932 123</box>
issue-date: 7 ಡಿಸೆಂಬರ್ 2025 <box>46 94 164 113</box>
kset-story-title: ಕೆಸೆಟ್ ಪರೀಕ್ಷೆಯಲ್ಲಿ ಉತ್ತೀರ್ಣ <box>17 1427 204 1449</box>
fake-doctor-dateline: ವಿಜಯಪುರ: <box>1162 1607 1212 1621</box>
samskara-rule <box>790 1569 1527 1570</box>
karate-photo <box>792 1575 1153 1702</box>
chariot-photo-caption: ಸಿಂದಗಿ: ತಾಲೂಕಿನ ಹಿಕ್ಕಣಗುತ್ತಿ ಗ್ರಾಮದಲ್ಲಿ ಗುರು ವೀರಭದ್ರೇಶ್ವರ ಮಹಾರಥೋತ್ಸವ ಅದ್ದೂರಿಯಾಗಿ ಸಾವಿರಾರು ಭಕ್ತರ ಸಮ್ಮುಖದಲ್ಲಿ ನಡೆಯಿತು. ಭಕ್ತರು ರಥಕ್ಕೆ ಉತ್ತತ್ತಿ, ಬಾಳೆ ಹಣ್ಣು ಎಸೆದು ಹರಕೆ ತೀರಿಸಿದರು. ಮಹಾರಥೋತ್ಸವದ ಅಂಗವಾಗಿ ದೇವರಿಗೆ ವಿಶೇಷ ಪೂಜೆ ಸಲ್ಲಿಸಲಾಯಿತು. ಬೆಳ್ಳಗ್ಗೆ ಗಂಗೆಪೂಜೆ, ಶ್ರೀಮಠದ ಗುರುಲಿಂಗಯ್ಯ ಸ್ವಾಮೀಜಿ ಅವರಿಂದ ಅಗ್ನಿ ಪ್ರವೇಶ ನಡೆಯಿತು. ಬಳಿಕ ಹುಬ್ಬಳ್ಳಿಯ ಸಿದ್ದಾರೂಢ ಶ್ರೀಗಳ ಪುರಾಣ ಮಹಾಮಂಗಲಗೊಂಡಿತು. ಪ್ರವಚನಕಾರ ಮಹಾದೇವಯ್ಯ ಶಾಸ್ತ್ರೀ ಹಿರೇಮಠ, ಅಯ್ಯಪ್ಪಯ್ಯ ಶ್ರೀಗಳು ಇದ್ದರು. <box>345 322 702 421</box>
seva-photo <box>345 1705 771 1842</box>
seva-dateline: ಚಡಚಣ: <box>345 1210 383 1223</box>
obituary-body <box>17 1708 213 1839</box>
sadrudha-dateline: ಬಸವನಬಾಗೇವಾಡಿ/ ಹುಬ್ಬಳ್ಳಿ: <box>1109 548 1224 562</box>
seva-story-title: ಸೇವಾ ಪುಸ್ತಕ ನೌಕರರ ಸಂವಿಧಾನ: ಕಟಕಧೋಂಡ <box>345 1173 676 1199</box>
fake-doctor-story-title: ನಕಲಿ ವೈದ್ಯರ ವಿರುದ್ಧ ಕ್ರಮ: ಗುಣಾರಿ <box>1162 1573 1412 1598</box>
min-temp-label: ಕನಿಷ್ಠ <box>875 54 892 65</box>
top-row-rule <box>330 495 1526 497</box>
lead-dateline: ವಿಜಯಪುರ: <box>345 643 395 657</box>
datta-body-2: ಹಾಗೂ ಮಹಾಪ್ರಸಾದ ವಿತರಣೆ ನಡೆಯಿತು. ಮುಂಬೈ, ಪುಣೆ, ಸಾಂಗ್ಲಿ, ಸೊಲ್ಲಾಪುರ, ಸಾಣಾಪುರ, ಗೋವಾ, ಬೆಳಗಾವಿ, ಹುಬ್ಬಳ್ಳಿ, ಬಾಗಲಕೋಟೆ ಸೇರಿದಂತೆ ನಾನಾ ಕಡೆಗಳಿಂದ ಭಕ್ತರು ಆಗಮಿಸಿದ್ದರು. ದೇವಸ್ಥಾನ ಟ್ರಸ್ಟ್ ಅಧ್ಯಕ್ಷರು, ಪದಾಧಿಕಾರಿಗಳು ಹಾಗೂ ಭಕ್ತರು ಉಪಸ್ಥಿತರಿದ್ದರು. <box>764 2040 942 2160</box>
karate-photo-caption: ತಾಳಿಕೋಟೆ: ಬಲ್ಲಾಳಿಯಲ್ಲಿ ನಡೆದ ಕರಾಟೆ ಚಾಂಪಿಯನ್ ಶಿಪ್‌ನಲ್ಲಿ ಬ್ರೈಟ್‌ವಾಚ್ ಕ್ಲಬ್ ಮತ್ತು ಅಂಗ್ಲ ಮಾಧ್ಯಮ ಪ್ರಾಥಮಿಕ ಹಾಗೂ ಪ್ರೌಢ ಶಾಲೆ ವಿದ್ಯಾರ್ಥಿಗಳು ಬಂಗಾರ, ಬೆಳ್ಳಿ, ಕಂಚಿನ ಪದಕಗಳನ್ನು ಪಡೆದುಕೊಂಡಿದ್ದಾರೆ. ವಿದ್ಯಾರ್ಥಿಗಳಿಗೆ ಹಾಗೂ ಕರಾಟೆ ತರಬೇತುದಾರರ ಲಕ್ಷ್ಮಣ ಪಿಂಗಳ ಅವರಿಗೆ ಮರುಳ ಶಿಕ್ಷಣ ಸಂಸ್ಥೆಯ ಅಧ್ಯಕ್ಷರು, ಉಪಾಧ್ಯಕ್ಷರು, ಕಾರ್ಯದರ್ಶಿಗಳು ಹಾಗೂ ನಿರ್ದೇಶಕರು, ಶಾಲೆಯ ಮುಖ್ಯೋಪಾಧ್ಯಾಯರು, ಸಿಬ್ಬಂದಿ ಹರ್ಷ ವ್ಯಕ್ತಪಡಿಸಿದ್ದಾರೆ. <box>792 1708 1152 1790</box>
bottom-divider-2 <box>952 1860 953 2367</box>
datta-body-1 <box>566 1900 754 2361</box>
pratibha-body-text: ನಗರದ ಕಂದಗಲ್ಲ ಹನುಮಂತರಾಯ ರಂಗಮಂದಿರದಲ್ಲಿ ಜಿಲ್ಲೆಯ ವಿಶ್ವಕರ್ಮ ಸಮಾಜದ ಪ್ರತಿಭಾವಂತ ಮಕ್ಕಳಿಗೆ ಪ್ರತಿಭಾ ಪುರಸ್ಕಾರ ಹಾಗೂ ಸನ್ಮಾನ ಸಮಾರಂಭ ಡಿ.7ರಂದು ಭಾನುವಾರ ಬೆಳಗ್ಗೆ 10 ಗಂಟೆಗೆ ಹಮ್ಮಿಕೊಳ್ಳಲಾಗಿದೆ. 2024–25ನೇ ಸಾಲಿನ ಎಸ್ಎಸ್ಎಲ್‌ಸಿ ಹಾಗೂ ದ್ವಿತೀಯ ಪಿಯುಸಿ ಪರೀಕ್ಷೆಯಲ್ಲಿ ಅತಿ ಹೆಚ್ಚು ಅಂಕ ಪಡೆದ ವಿದ್ಯಾರ್ಥಿಗಳಿಗೆ ಪ್ರತಿಭಾ ಪುರಸ್ಕಾರ ಹಾಗೂ ನಿವೃತ್ತ ನೌಕರರಿಗೆ ಸನ್ಮಾನ ನೆರವೇರಿಸಲಾಗುವುದು. ಕಾರ್ಯಕ್ರಮದ ಸಾನ್ನಿಧ್ಯವನ್ನು ಶ್ರೀಗಳು ವಹಿಸಲಿದ್ದು, ಉದ್ಘಾಟನೆಯನ್ನು ಜಿಲ್ಲಾ ಉಸ್ತುವಾರಿ ಸಚಿವರು ನೆರವೇರಿಸಲಿದ್ದಾರೆ. ಮುಖ್ಯ ಅತಿಥಿಗಳಾಗಿ ಜನಪ್ರತಿನಿಧಿಗಳು, ಸಮಾಜದ ಮುಖಂಡರು ಭಾಗವಹಿಸಲಿದ್ದಾರೆ. ಸಮಾಜದ ಎಲ್ಲ ಬಂಧುಗಳು ಪಾಲ್ಗೊಳ್ಳುವಂತೆ ಸಂಘದ ಅಧ್ಯಕ್ಷರು ಪ್ರಕಟಣೆಯಲ್ಲಿ ಕೋರಿದ್ದಾರೆ. <box>17 866 309 1056</box>
samskara-body-1 <box>792 1213 1153 1562</box>
seva-body-1-text: ನೌಕರರ ಸರ್ವೋತ್ತಮ ಸಂವಿಧಾನ ಸೇವಾ ಪುಸ್ತಕವಾಗಿದ್ದು ಅದನ್ನು ಅರ್ಥೈಸಿಕೊಂಡು ಸರ್ಕಾರಿ ನೌಕರರು ತಮ್ಮ ಕರ್ತವ್ಯ ನಿರ್ವಹಿಸಬೇಕು. ನೌಕರರು ತಮ್ಮ ಸೇವಾ ಪುಸ್ತಕವನ್ನು ಕಾಲಕಾಲಕ್ಕೆ ಪರಿಶೀಲಿಸಿಕೊಳ್ಳಬೇಕು ಎಂದು ಶಾಸಕ ವಿಠ್ಠಲ ಕಟಕಧೋಂಡ ಹೇಳಿದರು. ಪಟ್ಟಣದ ಎಂಜಿಎಸ್ ಶಾಲೆಯಲ್ಲಿ ಚಡಚಣ ತಾಲೂಕು ಪ್ರಾಥಮಿಕ ಶಾಲಾ ಶಿಕ್ಷಕರ ಸಂಘ ಹಾಗೂ ವಿವಿಧ ಸಂಘಟನೆಗಳ ಆಶ್ರಯದಲ್ಲಿ ಹಮ್ಮಿಕೊಂಡ ಸೇವಾ ಪುಸ್ತಕ ಸಂಬಂಧಿತ ಕಾರ್ಯಾಗಾರ ಉದ್ಘಾಟಿಸಿ ಅವರು ಮಾತನಾಡಿದರು. ಶಿಕ್ಷಕರು ದೇಶದ ಭವಿಷ್ಯ ರೂಪಿಸುವವರು. ಮಕ್ಕಳಿಗೆ ಗುಣಮಟ್ಟದ ಶಿಕ್ಷಣ ನೀಡುವ ಜವಾಬ್ದಾರಿ ನಿಮ್ಮ ಮೇಲಿದೆ. ಸರ್ಕಾರ ಶಿಕ್ಷಕರ ಸಮಸ್ಯೆಗಳ ಪರಿಹಾರಕ್ಕೆ ಬದ್ಧವಾಗಿದೆ ಎಂದರು. ಕ್ಷೇತ್ರ ಶಿಕ್ಷಣಾಧಿಕಾರಿ ಜಿ.ಎಸ್.ಪಾಟೀಲ ಮಾತನಾಡಿ, ಸೇವಾ ಪುಸ್ತಕದಲ್ಲಿ ನಮೂದಾಗಬೇಕಾದ ವಿವರಗಳ ಕುರಿತು ಮಾಹಿತಿ ನೀಡಿದರು. ನೌಕರರ ಸಂಘದ ಅಧ್ಯಕ್ಷ ಮಾತನಾಡಿ, ಇಂತಹ ಕಾರ್ಯಾಗಾರಗಳು ನೌಕರರಿಗೆ ಸಹಕಾರಿಯಾಗಲಿವೆ ಎಂದರು. <box>345 1210 549 1541</box>
mid-row-divider <box>781 1174 783 1842</box>
pratibha-story-body <box>17 864 309 1420</box>
left-column-divider <box>321 153 322 1857</box>
sadrudha-photo-caption: ಶಿವಾಳ್ಳದ ಲೋಕಾರ್ಪಣೆ ಕುರಿತ ಬಿ.ಎ.ಗುರುರಾಜ ಪ್ರವೀಣ ಮಾತನಾಡಿದರು. <box>1109 1030 1289 1057</box>
pratibha-dateline: ವಿಜಯಪುರ: <box>17 866 67 880</box>
lead-body-right: ಕಾರ್ಯದರ್ಶಿ ಆನಂದ, ವೈದ್ಯ ಡಾ. ಶಂಕರಗೌಡ ಪಾಟೀಲ, ಅಂಗನವಾಡಿ ಮೇಲ್ವಿಚಾರಕಿ ಪರಿಸರ ಸಂರಕ್ಷಣೆ ಬಗ್ಗೆ ಮಾತನಾಡಿದರು. ಪರಿಸರ ಸಂರಕ್ಷಕ ಬಸವರಾಜ ಬೈಚಬಾಳ, ಕಾಲೇಜು ಪ್ರಾಂಶುಪಾಲರು, ವಿವಿಧ ಶಾಲೆಗಳ ಶಿಕ್ಷಕರು ಹಾಗೂ ವಿದ್ಯಾರ್ಥಿಗಳು ಪಾಲ್ಗೊಂಡಿದ್ದರು. ಕಾರ್ಯಕ್ರಮದಲ್ಲಿ ಮಕ್ಕಳಿಗೆ ಸಸಿಗಳನ್ನು ವಿತರಿಸಲಾಯಿತು. ಶಿಕ್ಷಕಿಯರು ಪ್ರಾರ್ಥಿಸಿದರು. ಸಂಗೀತಾ ನಿರೂಪಿಸಿದರು, ಸಂಜೀವ ಸ್ವಾಗತಿಸಿದರು. <box>844 820 1086 939</box>
sahitya-body-1-text: ಪಟ್ಟಣದ ವಿಶ್ವಕರ್ಮ ಬಾಲವಾಡಿ ಶಾಲೆಯಲ್ಲಿ ಮಕ್ಕಳ ಜಿಲ್ಲಾ ಸಾಹಿತ್ಯ ಸಮ್ಮೇಳನದ ಪೂರ್ವಭಾವಿ ಸಭೆ ನಡೆಯಿತು. ಮಕ್ಕಳಲ್ಲಿ ಸಾಹಿತ್ಯದ ಅಭಿರುಚಿ ಬೆಳೆಸುವ ನಿಟ್ಟಿನಲ್ಲಿ ಸಮ್ಮೇಳನ ಮಹತ್ವದ್ದಾಗಿದೆ. ಎಲ್ಲರೂ ಒಗ್ಗಟ್ಟಿನಿಂದ ಶ್ರಮಿಸಿ ಸಮ್ಮೇಳನವನ್ನು ಯಶಸ್ವಿಗೊಳಿಸೋಣ ಎಂದು ಕಸಾಪ ತಾಲೂಕು ಅಧ್ಯಕ್ಷರು ಹೇಳಿದರು. ಸಮ್ಮೇಳನದಲ್ಲಿ ಮಕ್ಕಳಿಂದ ಕವಿಗೋಷ್ಠಿ, ಕಥಾಗೋಷ್ಠಿ, ವಿಚಾರಗೋಷ್ಠಿ ಹಾಗೂ ಸಾಂಸ್ಕೃತಿಕ ಕಾರ್ಯಕ್ರಮಗಳು ನಡೆಯಲಿವೆ. ವಿವಿಧ ಸಮಿತಿಗಳನ್ನು ರಚಿಸಲಾಯಿತು. ಸ್ವಾಗತ ಸಮಿತಿ, ಆರ್ಥಿಕ ಸಮಿತಿ, ವೇದಿಕೆ ಸಮಿತಿ ಹಾಗೂ ಊಟೋಪಚಾರ ಸಮಿತಿಗಳ ಪದಾಧಿಕಾರಿಗಳನ್ನು ಆಯ್ಕೆ ಮಾಡಲಾಯಿತು. <box>962 1902 1227 2057</box>
sadrudha-body-1-text: ಸಮಾಜದಲ್ಲಿ ಉತ್ತಮ ಸಂಸ್ಕಾರವುಳ್ಳ ಸದೃಢ ಸಮಾಜ ನಿರ್ಮಾಣ ಮಾಡಬೇಕಾದರೆ ಶಿಕ್ಷಣ ಹಾಗೂ ಸಂಸ್ಕಾರ ಎರಡೂ ಅತ್ಯಗತ್ಯ. ಹಸುಗಳ ಮತ್ತು ಜೀವಸಂಕುಲವನ್ನು ಉಳಿಸುವ ಮೂಲಕ ಪರಿಸರವನ್ನು ಕಾಪಾಡಬೇಕು ಎಂದು ಡಿಸಿಪಿ ರವೀಶ ಹೇಳಿದರು. ಸ್ಥಳೀಯ ಸಿದ್ಧಲಿಂಗೇಶ್ವರ ಮಠದಲ್ಲಿ ಹಮ್ಮಿಕೊಂಡ ಕಾರ್ಯಕ್ರಮ ಉದ್ಘಾಟಿಸಿ ಅವರು ಮಾತನಾಡಿದರು. ಮಕ್ಕಳಿಗೆ ಸಂಸ್ಕಾರ ಕೊಡುವ ಜವಾಬ್ದಾರಿ ಪಾಲಕರ ಮೇಲಿದೆ. ಶಿಕ್ಷಣ ಜೊತೆಗೆ ನೈತಿಕ ಮೌಲ್ಯಗಳನ್ನು ಕಲಿಸಬೇಕು. ಯುವಜನತೆ ದುಶ್ಚಟಗಳಿಂದ ದೂರವಿರಬೇಕು ಎಂದರು. ಶ್ರೀಗಳು ಸಾನ್ನಿಧ್ಯ ವಹಿಸಿ ಆಶೀರ್ವಚನ ನೀಡಿದರು. ವಿಜಯಪುರ ಎಸ್ಪಿ ಲಕ್ಷ್ಮಣ ನಿಂಬರಗಿ ಅವರು ಮಾತನಾಡಿ ಕಾನೂನು ಪಾಲನೆಯ ಬಗ್ಗೆ ಅರಿವು ಮೂಡಿಸಿದರು. <box>1109 548 1312 791</box>
seva-body-2: ಎಂದು ಹೇಳಿದರು. ಸಂಘದ ಗೌರವಾಧ್ಯಕ್ಷ, ತಾಲೂಕು ಪಂಚಾಯಿತಿ ಅಧಿಕಾರಿಗಳು, ಸಿಆರ್‌ಪಿ, ಬಿಆರ್‌ಪಿಗಳು ಹಾಗೂ ವಿವಿಧ ಶಾಲೆಗಳ ಶಿಕ್ಷಕರು ಭಾಗವಹಿಸಿದ್ದರು. ನಿವೃತ್ತ ಶಿಕ್ಷಕರನ್ನು ಸನ್ಮಾನಿಸಲಾಯಿತು. ಶಿಕ್ಷಕ ಎಸ್.ಎಸ್.ಪಾಟೀಲ ಸ್ವಾಗತಿಸಿದರು. ಎಂ.ಬಿ.ಬಿರಾದಾರ ನಿರೂಪಿಸಿದರು. ಶಿಕ್ಷಕಿಯರು ಪ್ರಾರ್ಥಿಸಿದರು. ಕಾರ್ಯಕ್ರಮದ ಕೊನೆಯಲ್ಲಿ ಎಂ.ಎಂ.ಹೂಗಾರ ವಂದಿಸಿದರು. ಶಿಕ್ಷಕರ ಸಂಘದ ಪದಾಧಿಕಾರಿಗಳು ಹಾಗೂ ಸದಸ್ಯರು ಕಾರ್ಯಕ್ರಮದ ಯಶಸ್ಸಿಗೆ ಶ್ರಮಿಸಿದರು. ಈ ಸಂದರ್ಭದಲ್ಲಿ ಶಿಕ್ಷಕರ ವಿವಿಧ ಬೇಡಿಕೆಗಳ ಕುರಿತು ಚರ್ಚಿಸಲಾಯಿತು. ಪದೋನ್ನತಿ ಹಾಗೂ ವೇತನ ತಾರತಮ್ಯ ನಿವಾರಣೆ ಕುರಿತು ಸಂಘದ ಪರವಾಗಿ ಮನವಿ ಸಲ್ಲಿಸಲಾಯಿತು. <box>560 1210 771 1435</box>
chariot-festival-photo <box>345 160 706 317</box>
